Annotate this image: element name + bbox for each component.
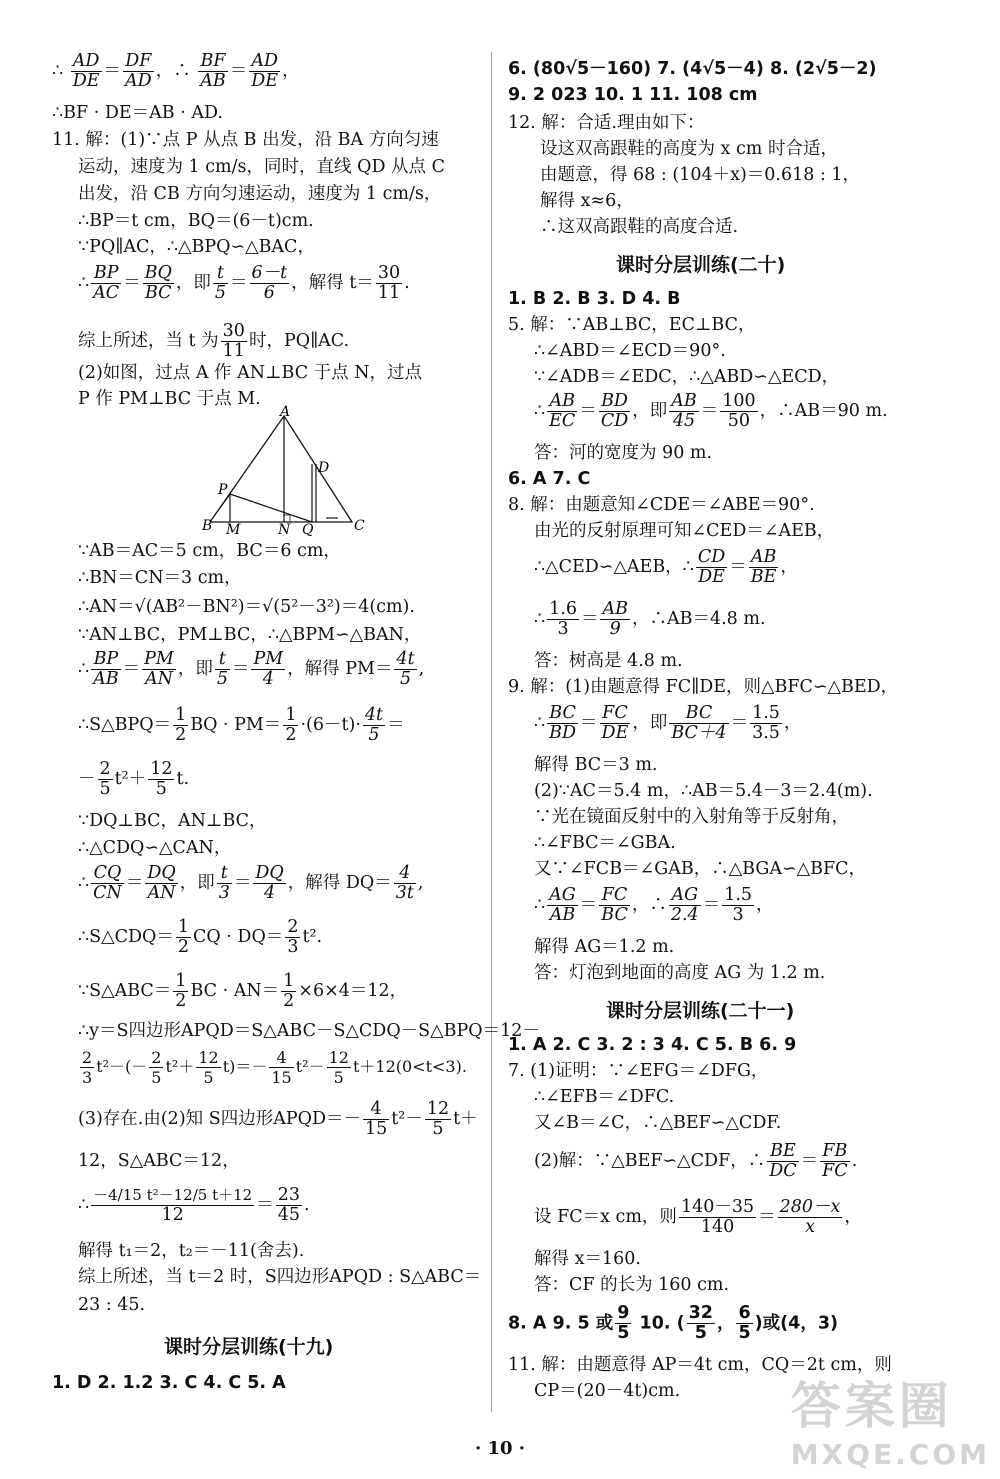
fraction: $\frac{4t}{5}$	[396, 649, 415, 689]
fraction: $\frac{FC}{DE}$	[601, 703, 629, 743]
equation-line: ∴ $\frac{BP}{AB}$ ＝ $\frac{PM}{AN}$ ，即 $\frac{t}{5}$ ＝ $\frac{PM}{4}$ ，解得 PM＝ $\frac{4t}{5}$ ,	[78, 649, 425, 689]
label-p: P	[218, 482, 228, 498]
fraction: $\frac{DQ}{AN}$	[147, 863, 176, 903]
fraction: $\frac{6}{5}$	[738, 1303, 751, 1343]
fraction: $\frac{140-35}{140}$	[680, 1197, 755, 1237]
text-line: 又∠B＝∠C，∴△BEF∽△CDF.	[534, 1113, 782, 1133]
segment-pq	[230, 494, 312, 522]
text-line: 又∵∠FCB＝∠GAB，∴△BGA∽△BFC，	[534, 859, 866, 879]
answer-line: 1. D 2. 1.2 3. C 4. C 5. A	[52, 1373, 286, 1393]
section-heading: 课时分层训练(二十一)	[606, 1000, 795, 1022]
fraction: $\frac{FC}{BC}$	[601, 885, 628, 925]
section-heading: 课时分层训练(十九)	[164, 1336, 334, 1358]
fraction: $\frac{1.5}{3.5}$	[752, 703, 780, 743]
answer-line: 6. (80√5－160) 7. (4√5－4) 8. (2√5－2)	[508, 59, 877, 79]
text-line: ∵PQ∥AC，∴△BPQ∽△BAC，	[78, 237, 315, 257]
text-line: 解得 BC＝3 m.	[534, 755, 658, 775]
fraction: $\frac{4t}{5}$	[364, 705, 384, 745]
fraction: $\frac{DQ}{4}$	[255, 863, 284, 903]
fraction: $\frac{32}{5}$	[688, 1303, 713, 1343]
page-number: · 10 ·	[474, 1438, 526, 1459]
text-line: ∴y＝S四边形APQD＝S△ABC－S△CDQ－S△BPQ＝12－	[78, 1021, 540, 1041]
fraction: $\frac{BD}{CD}$	[600, 391, 629, 431]
question-12-line: 12. 解：合适.理由如下：	[508, 113, 705, 133]
label-c: C	[354, 518, 365, 534]
equation-line: ∴S△BPQ＝ $\frac{1}{2}$ BQ · PM＝ $\frac{1}{2}$ ·(6－t)· $\frac{4t}{5}$ ＝	[78, 705, 405, 745]
fraction: $\frac{12}{5}$	[426, 1099, 450, 1139]
equation-line: ∴ $\frac{AB}{EC}$ ＝ $\frac{BD}{CD}$ ，即 $\frac{AB}{45}$ ＝ $\frac{100}{50}$ ，∴AB＝90 m.	[534, 391, 888, 431]
triangle-abc	[210, 416, 352, 522]
text-line: 运动，速度为 1 cm/s，同时，直线 QD 从点 C	[78, 157, 445, 177]
fraction: $\frac{\text{－4/15 t²－12/5 t＋12}}{12}$	[93, 1186, 253, 1225]
fraction: $\frac{BF}{AB}$	[200, 51, 226, 91]
text-line: ∵∠ADB＝∠EDC，∴△ABD∽△ECD，	[534, 367, 840, 387]
text-line: 23 : 45.	[78, 1295, 146, 1315]
fraction: $\frac{1}{2}$	[175, 971, 187, 1011]
answer-line: 9. 2 023 10. 1 11. 108 cm	[508, 85, 758, 105]
line-ratio-proof: ∴ $\frac{AD}{DE}$ ＝ $\frac{DF}{AD}$ ，∴ $\frac{BF}{AB}$ ＝ $\frac{AD}{DE}$ ，	[52, 51, 300, 91]
fraction: $\frac{BC}{BD}$	[549, 703, 577, 743]
label-b: B	[202, 518, 213, 534]
fraction: $\frac{DF}{AD}$	[125, 51, 152, 91]
equation-line: － $\frac{2}{5}$ t²＋ $\frac{12}{5}$ t.	[78, 759, 190, 799]
fraction: $\frac{t}{5}$	[216, 649, 228, 689]
fraction: $\frac{9}{5}$	[617, 1303, 630, 1343]
equation-line: ∵S△ABC＝ $\frac{1}{2}$ BC · AN＝ $\frac{1}{2}$ ×6×4＝12，	[78, 971, 408, 1011]
fraction: $\frac{100}{50}$	[722, 391, 756, 431]
equation-line: ∴ $\frac{BP}{AC}$ ＝ $\frac{BQ}{BC}$ ，即 $\frac{t}{5}$ ＝ $\frac{6-t}{6}$ ，解得 t＝ $\frac{30}{11}$ .	[78, 263, 410, 303]
text-line: 答：河的宽度为 90 m.	[534, 443, 713, 463]
fraction: $\frac{PM}{4}$	[253, 649, 284, 689]
column-divider	[491, 52, 492, 1412]
fraction: $\frac{BQ}{BC}$	[144, 263, 172, 303]
text-line: ∵光在镜面反射中的入射角等于反射角，	[534, 807, 849, 827]
fraction: $\frac{AB}{45}$	[671, 391, 697, 431]
text-line: 8. 解：由题意知∠CDE＝∠ABE＝90°.	[508, 495, 815, 515]
text-line: ∵DQ⊥BC，AN⊥BC，	[78, 811, 267, 831]
text-line: 答：灯泡到地面的高度 AG 为 1.2 m.	[534, 963, 826, 983]
label-n: N	[278, 522, 291, 538]
fraction: $\frac{1}{2}$	[283, 971, 295, 1011]
fraction: $\frac{12}{5}$	[150, 759, 173, 799]
equation-line: ∴△CED∽△AEB，∴ $\frac{CD}{DE}$ ＝ $\frac{AB}{BE}$ ，	[534, 547, 798, 587]
equation-line: ∴S△CDQ＝ $\frac{1}{2}$ CQ · DQ＝ $\frac{2}{3}$ t².	[78, 917, 323, 957]
fraction: $\frac{12}{5}$	[328, 1048, 349, 1087]
fraction: $\frac{2}{3}$	[82, 1048, 93, 1087]
text-line: 答：CF 的长为 160 cm.	[534, 1275, 730, 1295]
fraction: $\frac{t}{3}$	[218, 863, 230, 903]
text-line: ∵AN⊥BC，PM⊥BC，∴△BPM∽△BAN，	[78, 625, 422, 645]
watermark-logo: 答案圈 MXQE.COM	[790, 1377, 990, 1471]
fraction: $\frac{1.5}{3}$	[724, 885, 753, 925]
text-line: ∴BF · DE＝AB · AD.	[52, 103, 223, 123]
text-line: 由光的反射原理可知∠CED＝∠AEB，	[534, 521, 835, 541]
fraction: $\frac{4}{15}$	[271, 1048, 292, 1087]
fraction: $\frac{30}{11}$	[377, 263, 401, 303]
fraction: $\frac{4}{15}$	[364, 1099, 388, 1139]
text-line: ∴BP＝t cm，BQ＝(6－t)cm.	[78, 211, 314, 231]
text-line: 设这双高跟鞋的高度为 x cm 时合适，	[540, 139, 838, 159]
text-line: 综上所述，当 t＝2 时，S四边形APQD : S△ABC＝	[78, 1267, 482, 1287]
text-line: 解得 x≈6，	[540, 191, 634, 211]
text-line: P 作 PM⊥BC 于点 M.	[78, 389, 261, 409]
fraction: $\frac{1}{2}$	[175, 705, 187, 745]
fraction: $\frac{BC}{BC+4}$	[671, 703, 727, 743]
fraction: $\frac{BP}{AB}$	[93, 649, 119, 689]
text-line: ∴∠FBC＝∠GBA.	[534, 833, 676, 853]
equation-line: ∴ $\frac{1.6}{3}$ ＝ $\frac{AB}{9}$ ，∴AB＝4.8 m.	[534, 599, 766, 639]
question-11-line: 11. 解：由题意得 AP＝4t cm，CQ＝2t cm，则	[508, 1355, 892, 1375]
text-line: CP＝(20－4t)cm.	[534, 1381, 681, 1401]
equation-line: ∴ $\frac{CQ}{CN}$ ＝ $\frac{DQ}{AN}$ ，即 $\frac{t}{3}$ ＝ $\frac{DQ}{4}$ ，解得 DQ＝ $\frac{4}{3t}$ ,	[78, 863, 424, 903]
text-line: 由题意，得 68 : (104＋x)＝0.618 : 1，	[540, 165, 861, 185]
fraction: $\frac{1}{2}$	[285, 705, 297, 745]
fraction: $\frac{AD}{DE}$	[251, 51, 279, 91]
fraction: $\frac{AB}{9}$	[602, 599, 628, 639]
answer-line: 1. B 2. B 3. D 4. B	[508, 289, 681, 309]
text-line: 解得 t₁＝2，t₂＝－11(舍去).	[78, 1241, 305, 1261]
text-line: ∵AB＝AC＝5 cm，BC＝6 cm，	[78, 541, 341, 561]
fraction: $\frac{12}{5}$	[198, 1048, 219, 1087]
answer-line: 6. A 7. C	[508, 469, 591, 489]
fraction: $\frac{BP}{AC}$	[93, 263, 120, 303]
text-line: 7. (1)证明：∵∠EFG＝∠DFG，	[508, 1061, 769, 1081]
fraction: $\frac{AB}{BE}$	[750, 547, 777, 587]
text-line: 答：树高是 4.8 m.	[534, 651, 683, 671]
question-11-line: 11. 解：(1)∵点 P 从点 B 出发，沿 BA 方向匀速	[52, 130, 439, 150]
label-q: Q	[302, 522, 314, 538]
equation-line: (2)解：∵△BEF∽△CDF，∴ $\frac{BE}{DC}$ ＝ $\frac{FB}{FC}$ .	[534, 1141, 858, 1181]
triangle-figure	[202, 404, 365, 538]
text-line: 9. 解：(1)由题意得 FC∥DE，则△BFC∽△BED，	[508, 677, 899, 697]
fraction: $\frac{FB}{FC}$	[822, 1141, 848, 1181]
fraction: $\frac{4}{3t}$	[395, 863, 414, 903]
fraction: $\frac{AB}{EC}$	[549, 391, 576, 431]
text-line: (2)如图，过点 A 作 AN⊥BC 于点 N，过点	[78, 363, 423, 383]
equation-line: ∴ $\frac{AG}{AB}$ ＝ $\frac{FC}{BC}$ ，∴ $\frac{AG}{2.4}$ ＝ $\frac{1.5}{3}$ ，	[534, 885, 774, 925]
fraction: $\frac{30}{11}$	[222, 321, 245, 361]
equation-line: $\frac{2}{3}$ t²－(－ $\frac{2}{5}$ t²＋ $\frac{12}{5}$ t)＝－ $\frac{4}{15}$ t²－ $\frac{12}{5}$ t＋12(0<t<3).	[82, 1048, 467, 1087]
text-line: 解得 x＝160.	[534, 1249, 641, 1269]
label-d: D	[318, 460, 330, 476]
text-line: 解得 AG＝1.2 m.	[534, 937, 675, 957]
fraction: $\frac{CD}{DE}$	[697, 547, 726, 587]
text-line: 5. 解：∵AB⊥BC，EC⊥BC，	[508, 315, 756, 335]
text-line: ∴AN＝√(AB²－BN²)＝√(5²－3²)＝4(cm).	[78, 597, 415, 617]
text-line: ∴∠EFB＝∠DFC.	[534, 1087, 675, 1107]
text-line: 出发，沿 CB 方向匀速运动，速度为 1 cm/s，	[78, 184, 442, 204]
fraction: $\frac{2}{5}$	[99, 759, 111, 799]
fraction: $\frac{23}{45}$	[277, 1185, 300, 1225]
text-line: ∴这双高跟鞋的高度合适.	[540, 217, 739, 237]
fraction: $\frac{PM}{AN}$	[144, 649, 174, 689]
fraction: $\frac{6-t}{6}$	[251, 263, 288, 303]
equation-line: ∴ $\frac{\text{－4/15 t²－12/5 t＋12}}{12}$ ＝ $\frac{23}{45}$ .	[78, 1185, 310, 1225]
text-line: ∴∠ABD＝∠ECD＝90°.	[534, 341, 726, 361]
fraction: $\frac{280-x}{x}$	[779, 1197, 841, 1237]
fraction: $\frac{CQ}{CN}$	[93, 863, 122, 903]
label-a: A	[280, 404, 291, 420]
equation-line: 设 FC＝x cm，则 $\frac{140-35}{140}$ ＝ $\frac{280-x}{x}$ ，	[534, 1197, 862, 1237]
fraction: $\frac{AD}{DE}$	[72, 51, 100, 91]
section-heading: 课时分层训练(二十)	[616, 254, 786, 276]
fraction: $\frac{BE}{DC}$	[769, 1141, 797, 1181]
fraction: $\frac{1}{2}$	[177, 917, 189, 957]
label-m: M	[226, 522, 241, 538]
text-line: 12，S△ABC＝12，	[78, 1151, 240, 1171]
text-line: (2)∵AC＝5.4 m，∴AB＝5.4－3＝2.4(m).	[534, 781, 873, 801]
fraction: $\frac{2}{3}$	[287, 917, 299, 957]
text-line: ∴△CDQ∽△CAN，	[78, 838, 232, 858]
answer-line: 8. A 9. 5 或 $\frac{9}{5}$ 10. ( $\frac{32}{5}$ ， $\frac{6}{5}$ )或(4，3)	[508, 1303, 839, 1343]
right-angle-mark	[284, 515, 290, 522]
fraction: $\frac{AG}{2.4}$	[670, 885, 699, 925]
equation-line: (3)存在.由(2)知 S四边形APQD＝－ $\frac{4}{15}$ t²－ $\frac{12}{5}$ t＋	[78, 1099, 478, 1139]
equation-line: 综上所述，当 t 为 $\frac{30}{11}$ 时，PQ∥AC.	[78, 321, 350, 361]
text-line: ∴BN＝CN＝3 cm，	[78, 568, 242, 588]
answer-line: 1. A 2. C 3. 2 : 3 4. C 5. B 6. 9	[508, 1035, 797, 1055]
equation-line: ∴ $\frac{BC}{BD}$ ＝ $\frac{FC}{DE}$ ，即 $\frac{BC}{BC+4}$ ＝ $\frac{1.5}{3.5}$ ，	[534, 703, 802, 743]
fraction: $\frac{t}{5}$	[214, 263, 227, 303]
fraction: $\frac{1.6}{3}$	[549, 599, 577, 639]
fraction: $\frac{2}{5}$	[151, 1048, 162, 1087]
fraction: $\frac{AG}{AB}$	[549, 885, 576, 925]
